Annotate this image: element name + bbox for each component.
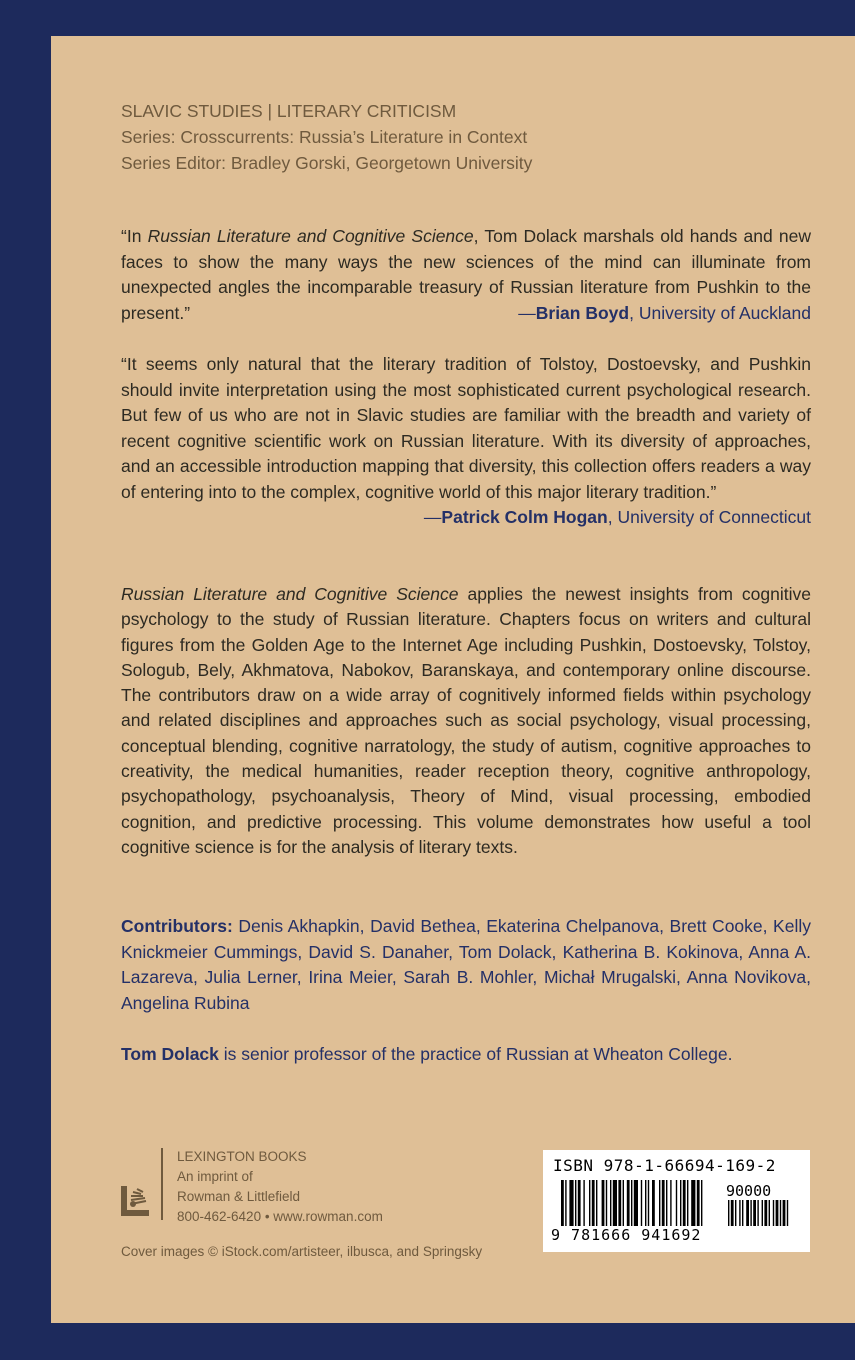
series-header xyxy=(121,98,821,176)
isbn-barcode xyxy=(543,1150,810,1252)
blurb-boyd-attribution: —Brian Boyd, University of Auckland xyxy=(518,302,811,323)
blurb-hogan-text: “It seems only natural that the literary tradition of Tolstoy, Dostoevsky, and Pushkin should invite interpretation using the most sophisticated current psychological research. But few of us who are not in Slavic studies are familiar with the breadth and variety of recent cognitive scientific work on Russian literature. With its diversity of approaches, and an accessible introduction mapping that diversity, this collection offers readers a way of entering into to the complex, cognitive world of this major literary tradition.” xyxy=(121,354,811,502)
isbn-number: ISBN 978-1-66694-169-2 xyxy=(553,1156,776,1175)
blurb-boyd-text: “In Russian Literature and Cognitive Science, Tom Dolack marshals old hands and new faces to show the many ways the new sciences of the mind can illuminate from unexpected angles the incomparable treasury of Russian literature from Pushkin to the present.” xyxy=(121,226,811,323)
cover-panel xyxy=(51,36,855,1323)
series-line: Series: Crosscurrents: Russia’s Literature in Context xyxy=(121,127,528,147)
addon-number: 90000 xyxy=(726,1182,772,1200)
blurb-boyd xyxy=(121,224,811,326)
publisher-contact: 800-462-6420 • www.rowman.com xyxy=(177,1209,383,1224)
publisher-imprint: An imprint of xyxy=(177,1169,253,1184)
blurb-hogan xyxy=(121,352,811,531)
publisher-info xyxy=(177,1147,383,1227)
author-bio: Tom Dolack is senior professor of the practice of Russian at Wheaton College. xyxy=(121,1044,733,1064)
contributors-label: Contributors: xyxy=(121,916,233,936)
ean-number: 9 781666 941692 xyxy=(551,1226,702,1244)
contributors-list xyxy=(121,914,811,1016)
publisher-name: LEXINGTON BOOKS xyxy=(177,1149,307,1164)
author-name: Tom Dolack xyxy=(121,1044,219,1064)
publisher-parent: Rowman & Littlefield xyxy=(177,1189,301,1204)
blurb-hogan-attribution: —Patrick Colm Hogan, University of Connecticut xyxy=(423,507,811,527)
contributors-names: Denis Akhapkin, David Bethea, Ekaterina Chelpanova, Brett Cooke, Kelly Knickmeier Cummings, David S. Danaher, Tom Dolack, Katherina B. Kokinova, Anna A. Lazareva, Julia Lerner, Irina Meier, Sarah B. Mohler, Michał Mrugalski, Anna Novikova, Angelina Rubina xyxy=(121,916,811,1013)
category-line: SLAVIC STUDIES | LITERARY CRITICISM xyxy=(121,101,457,121)
lexington-logo-icon xyxy=(119,1148,159,1238)
book-description: Russian Literature and Cognitive Science applies the newest insights from cognitive psychology to the study of Russian literature. Chapters focus on writers and cultural figures from the Golden Age to the Internet Age including Pushkin, Dostoevsky, Tolstoy, Sologub, Bely, Akhmatova, Nabokov, Baranskaya, and contemporary online discourse. The contributors draw on a wide array of cognitively informed fields within psychology and related disciplines and approaches such as social psychology, visual processing, conceptual blending, cognitive narratology, the study of autism, cognitive approaches to creativity, the medical humanities, reader reception theory, cognitive anthropology, psychopathology, psychoanalysis, Theory of Mind, visual processing, embodied cognition, and predictive processing. This volume demonstrates how useful a tool cognitive science is for the analysis of literary texts. xyxy=(121,584,811,857)
cover-credits: Cover images © iStock.com/artisteer, ilbusca, and Springsky xyxy=(121,1244,483,1259)
editor-line: Series Editor: Bradley Gorski, Georgetown University xyxy=(121,153,533,173)
logo-divider xyxy=(161,1148,163,1220)
